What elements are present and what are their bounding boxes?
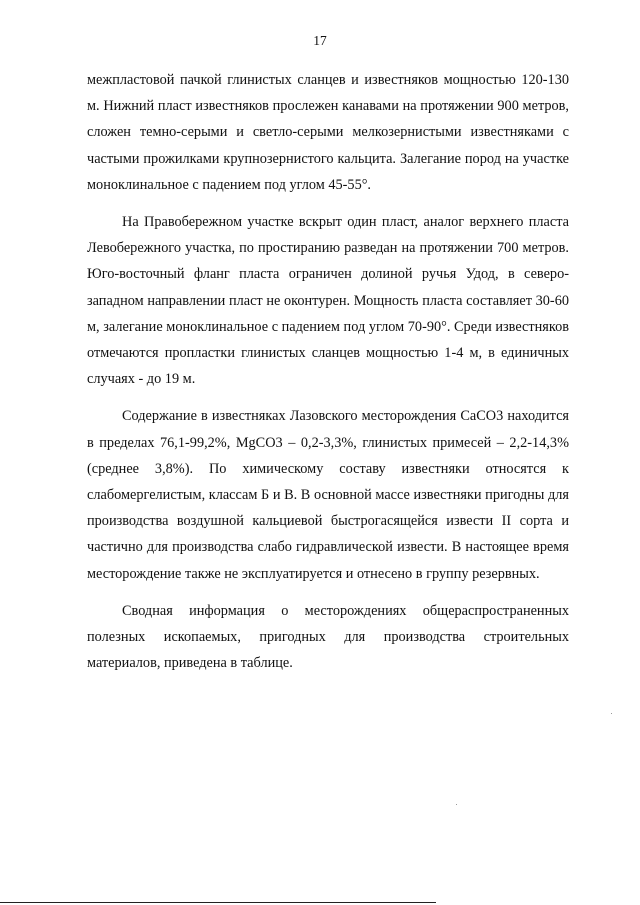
document-body xyxy=(87,67,569,676)
scan-speck xyxy=(611,713,612,714)
paragraph-limestone-composition: Содержание в известняках Лазовского месторождения CaCO3 находится в пределах 76,1-99,2%, MgCO3 – 0,2-3,3%, глинистых примесей – 2,2-14,3% (среднее 3,8%). По химическому составу известняки относятся к слабомергелистым, классам Б и В. В основной массе известняки пригодны для производства воздушной кальциевой быстрогасящейся извести II сорта и частично для производства слабо гидравлической извести. В настоящее время месторождение также не эксплуатируется и отнесено в группу резервных. xyxy=(87,408,569,582)
footer-rule xyxy=(0,902,436,903)
paragraph-continuation: межпластовой пачкой глинистых сланцев и известняков мощностью 120-130 м. Нижний пласт известняков прослежен канавами на протяжении 900 метров, сложен темно-серыми и светло-серыми мелкозернистыми известняками с частыми прожилками крупнозернистого кальцита. Залегание пород на участке моноклинальное с падением под углом 45-55°. xyxy=(87,72,569,193)
paragraph-right-bank-section: На Правобережном участке вскрыт один пласт, аналог верхнего пласта Левобережного участка, по простиранию разведан на протяжении 700 метров. Юго-восточный фланг пласта ограничен долиной ручья Удод, в северо-западном направлении пласт не оконтурен. Мощность пласта составляет 30-60 м, залегание моноклинальное с падением под углом 70-90°. Среди известняков отмечаются пропластки глинистых сланцев мощностью 1-4 м, в единичных случаях - до 19 м. xyxy=(87,214,569,388)
scan-speck xyxy=(456,804,457,805)
paragraph-summary-reference: Сводная информация о месторождениях общераспространенных полезных ископаемых, пригодных для производства строительных материалов, приведена в таблице. xyxy=(87,602,569,672)
page-number: 17 xyxy=(313,33,327,48)
